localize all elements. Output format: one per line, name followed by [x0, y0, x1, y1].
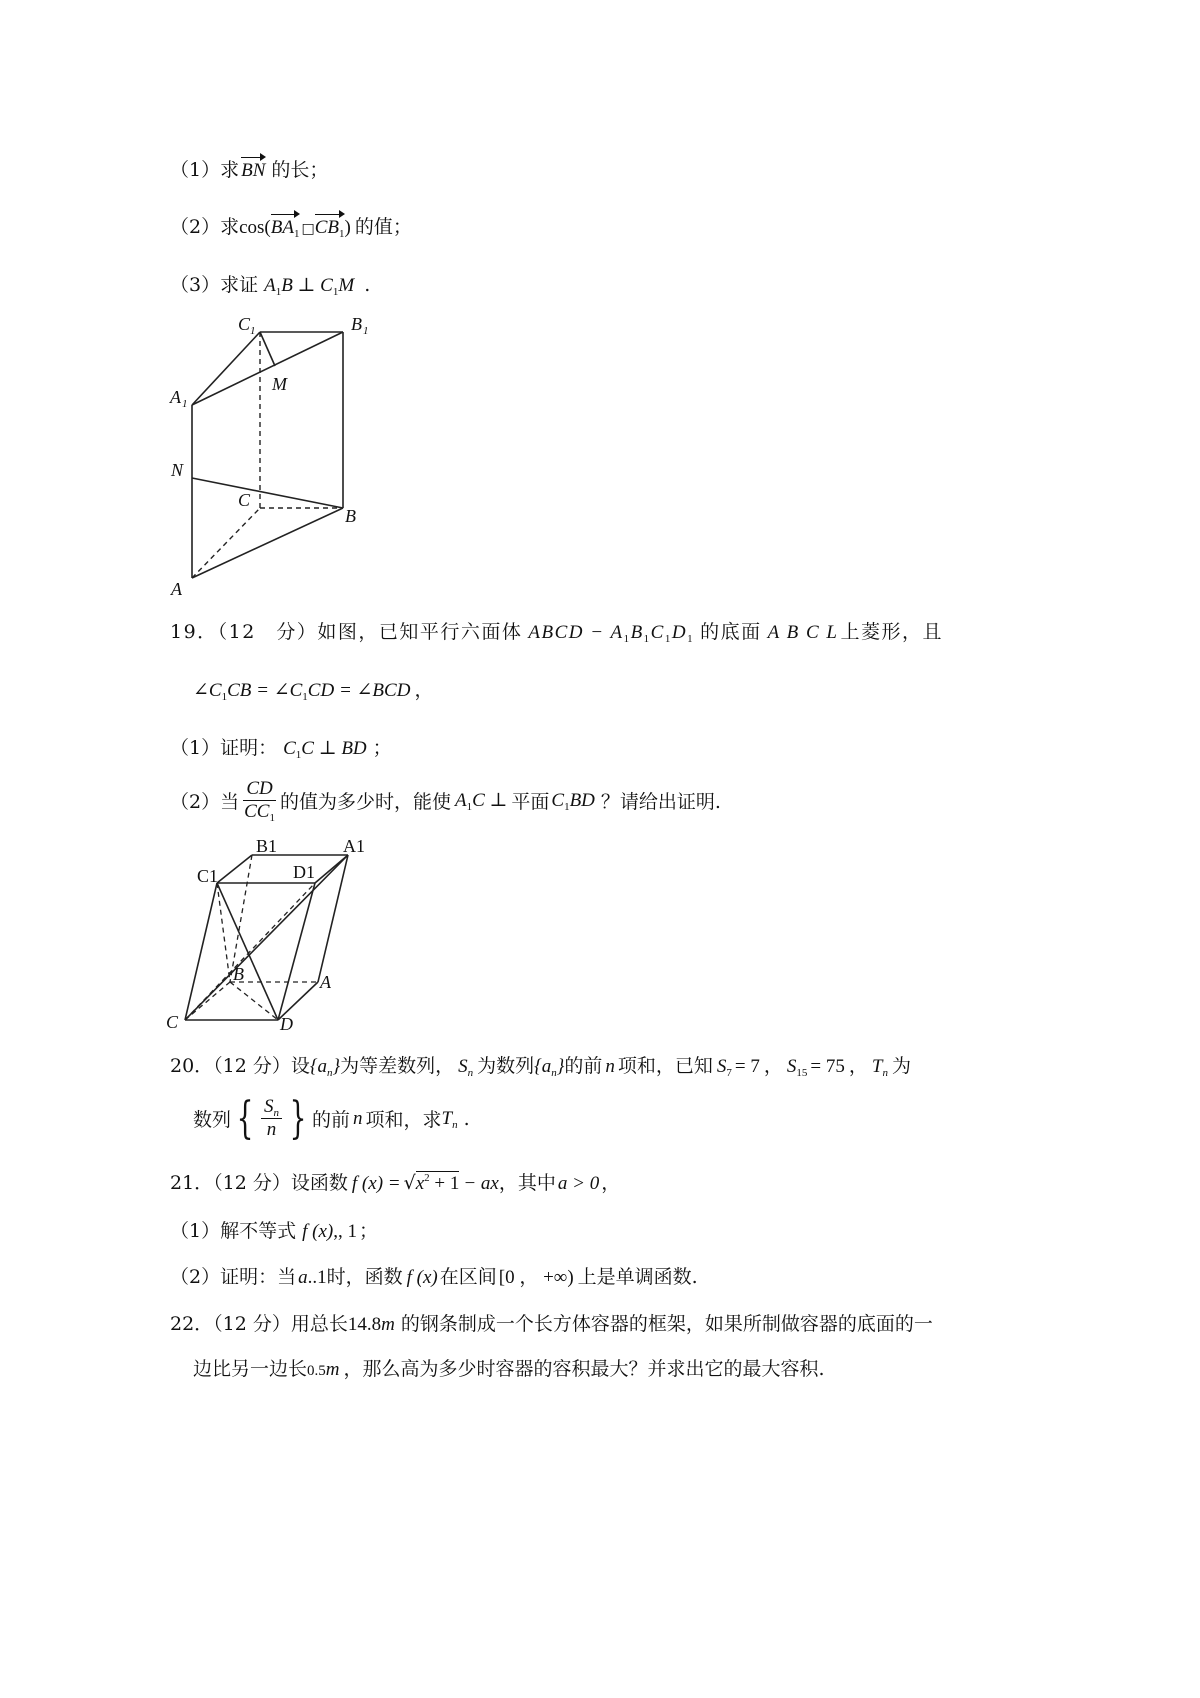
q19-part2: （2）当 $\frac{CD}{CC_1}$ 的值为多少时，能使 $A_1C$ ⊥ 平面 $C_1BD$ ？请给出证明.	[170, 778, 721, 824]
q22-line2: 边比另一边长0.5m ，那么高为多少时容器的容积最大？并求出它的最大容积.	[193, 1358, 825, 1380]
q20-line1: 20．（12 分）设$\{a_n\}$为等差数列， $S_n$ 为数列$\{a_n\}$的前 n 项和，已知 $S_7 = 7$ ， $S_{15} = 75$ ， $T_n$ 为	[170, 1055, 911, 1079]
vector-bn: BN	[241, 160, 266, 181]
svg-text:1: 1	[250, 325, 256, 337]
q20-line2: 数列 { $\frac{S_n}{n}$ } 的前 n 项和，求$T_n$ .	[193, 1093, 470, 1144]
q18-part3: （3）求证 $A_1B$ ⊥ $C_1M$ .	[170, 274, 371, 298]
label-b1: B	[351, 314, 362, 334]
svg-text:1: 1	[363, 325, 369, 337]
parallelepiped-figure	[160, 838, 390, 1033]
q19-head: 19．（12 分）如图，已知平行六面体 ABCD − $A_1B_1C_1D_1$ 的底面 A B C L 上菱形，且	[170, 621, 943, 645]
label-c1: C1	[197, 866, 219, 886]
q21-head: 21．（12 分）设函数 f $(x) = √x^2 + 1$ − ax，其中 a > 0 ，	[170, 1172, 621, 1194]
label-a1: A1	[343, 838, 365, 856]
label-n: N	[171, 460, 184, 480]
label-a: A	[320, 972, 331, 992]
label-c: C	[238, 490, 251, 510]
label-d1: D1	[293, 862, 315, 882]
label-b: B	[345, 506, 356, 526]
q18-part2: （2）求$\cos(BA_1$ $□CB_1$) 的值；	[170, 216, 412, 240]
svg-text:1: 1	[182, 398, 188, 410]
q21-part2: （2）证明：当 a..1时，函数 f (x) 在区间 [0 ， +∞) 上是单调函数.	[170, 1266, 698, 1288]
q18-part1: （1）求 BN 的长；	[170, 159, 329, 181]
label-d: D	[280, 1014, 293, 1033]
label-b1: B1	[256, 838, 278, 856]
label-a1: A	[170, 387, 181, 407]
q19-angles: $\angle C_1CB$ = $\angle C_1CD$ = ∠BCD ，	[193, 679, 434, 703]
label-c: C	[166, 1012, 179, 1032]
label-b: B	[233, 964, 244, 984]
q21-part1: （1）解不等式 f (x),, 1 ；	[170, 1220, 378, 1242]
label-m: M	[272, 374, 287, 394]
label-c1: C	[238, 314, 251, 334]
q22-line1: 22．（12 分）用总长14.8m 的钢条制成一个长方体容器的框架，如果所制做容器的底面的一	[170, 1313, 933, 1335]
prism-figure	[165, 310, 395, 600]
q19-part1: （1）证明： $C_1C$ ⊥ BD ；	[170, 737, 392, 761]
label-a: A	[171, 579, 182, 599]
